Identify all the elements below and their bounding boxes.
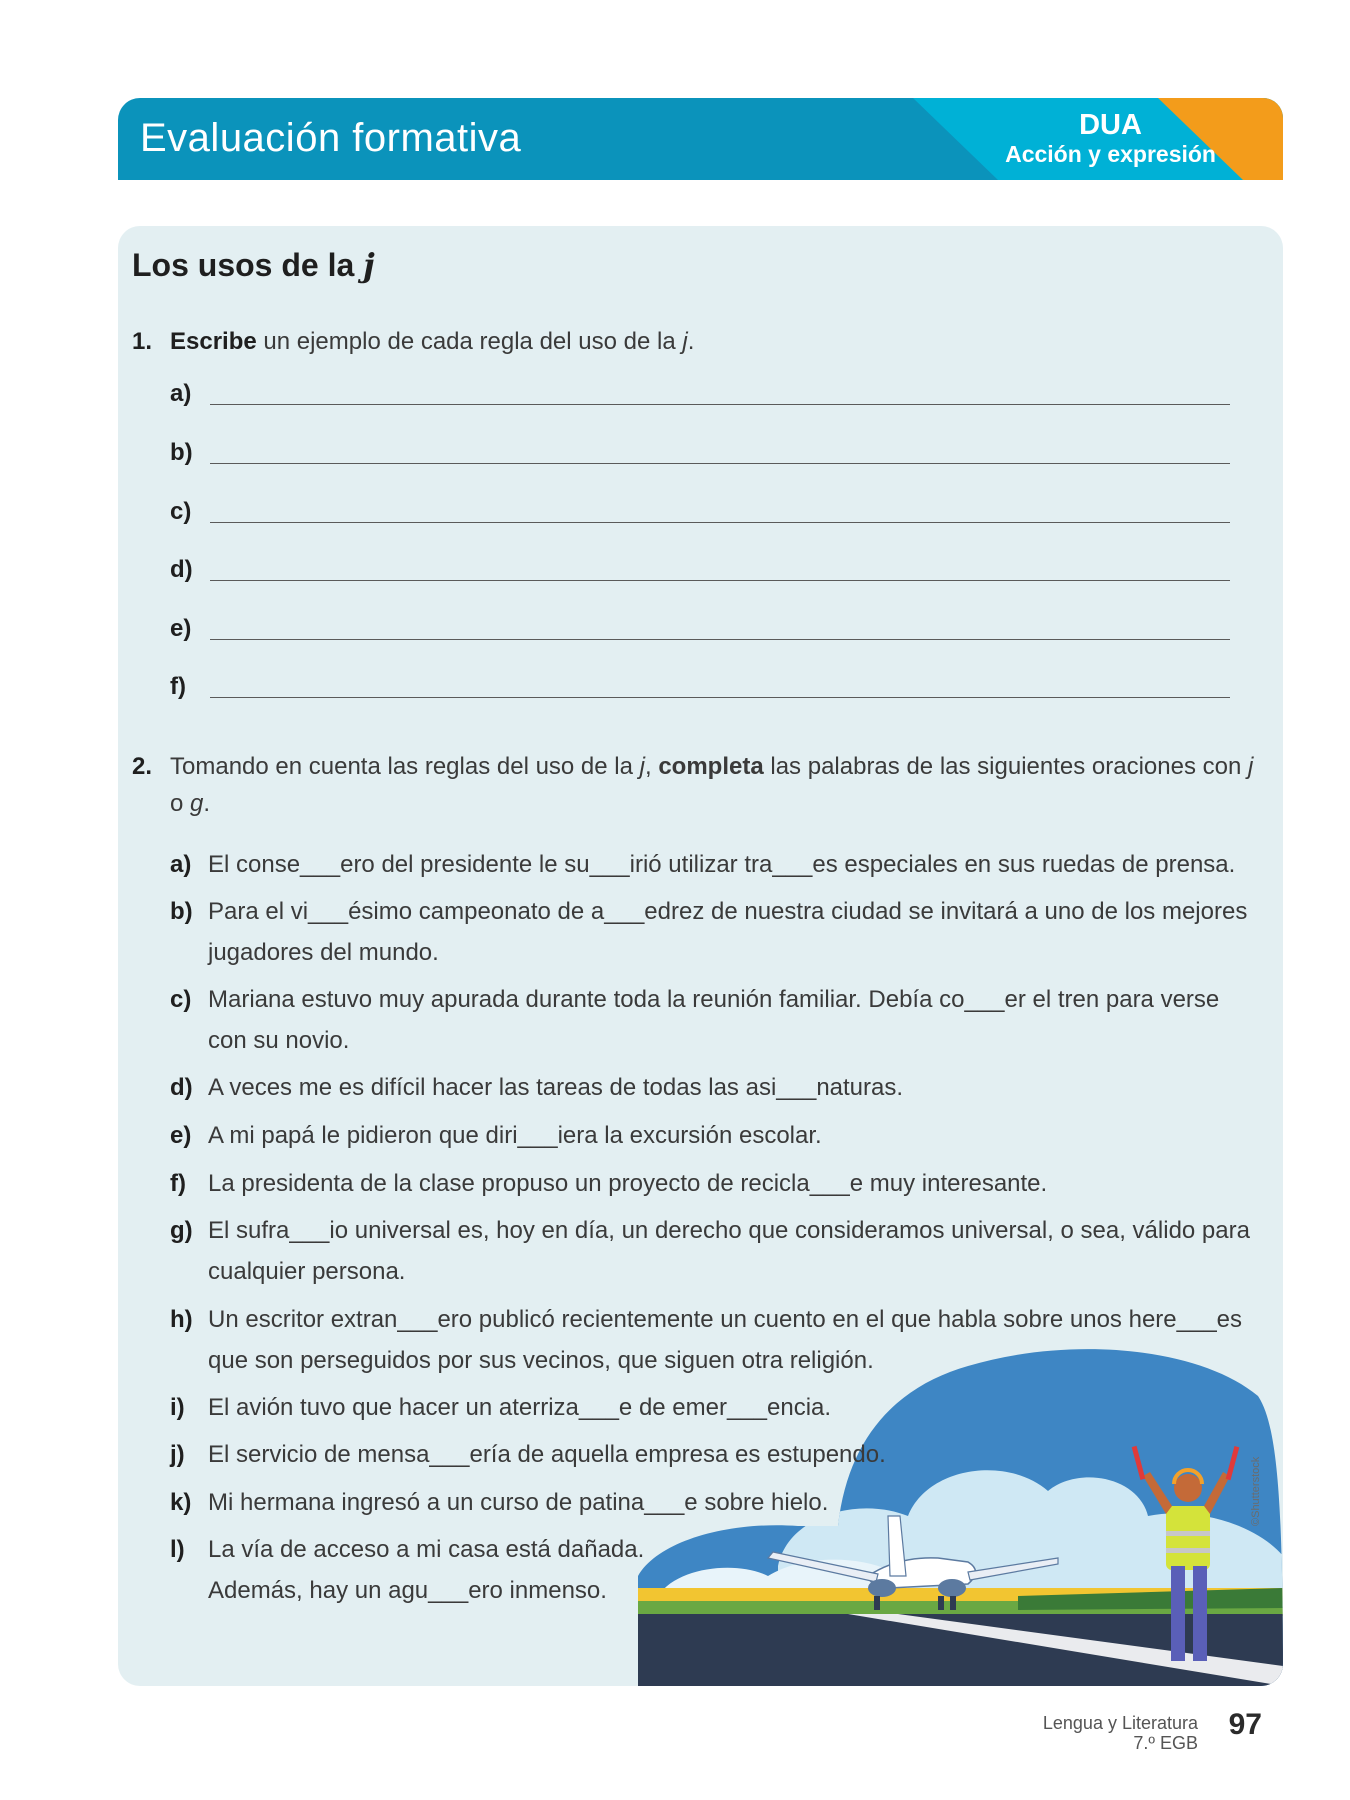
exercise-item-h: h) Un escritor extran___ero publicó recientemente un cuento en el que habla sobre unos here___es que son perseguidos por sus vecinos, que siguen otra religión. (170, 1306, 1243, 1374)
answer-label: b) (170, 439, 193, 466)
answer-label: d) (170, 556, 193, 583)
exercise-item-e: e) A mi papá le pidieron que diri___iera la excursión escolar. (170, 1122, 822, 1149)
dua-badge (1005, 110, 1216, 168)
answer-label: a) (170, 380, 192, 407)
exercise-item-a: a) El conse___ero del presidente le su___irió utilizar tra___es especiales en sus ruedas de prensa. (170, 851, 1236, 878)
question-2-instructions: Tomando en cuenta las reglas del uso de la j, completa las palabras de las siguientes oraciones con j o g. (170, 753, 1254, 817)
question-1: 1. Escribe un ejemplo de cada regla del uso de la j. (132, 322, 694, 362)
dua-subtitle: Acción y expresión (1005, 141, 1216, 167)
answer-label: e) (170, 615, 192, 642)
exercise-item-c: c) Mariana estuvo muy apurada durante toda la reunión familiar. Debía co___er el tren para verse con su novio. (170, 986, 1220, 1054)
header-banner (118, 98, 1283, 180)
exercise-item-l: l) La vía de acceso a mi casa está dañada. Además, hay un agu___ero inmenso. (170, 1536, 645, 1604)
answer-label: c) (170, 498, 192, 525)
page-title: Evaluación formativa (140, 116, 522, 160)
question-2 (132, 748, 1262, 822)
section-title: Los usos de la j (132, 246, 375, 284)
answer-line-c[interactable] (170, 494, 1230, 534)
exercise-item-d: d) A veces me es difícil hacer las tareas de todas las asi___naturas. (170, 1074, 904, 1101)
question-verb: Escribe (170, 328, 257, 355)
exercise-item-i: i) El avión tuvo que hacer un aterriza___e de emer___encia. (170, 1394, 832, 1421)
exercise-item-j: j) El servicio de mensa___ería de aquella empresa es estupendo. (170, 1441, 886, 1468)
answer-line-b[interactable] (170, 435, 1230, 475)
answer-label: f) (170, 673, 186, 700)
question-number: 1. (132, 328, 153, 355)
exercise-item-f: f) La presidenta de la clase propuso un proyecto de recicla___e muy interesante. (170, 1170, 1048, 1197)
exercise-item-b: b) Para el vi___ésimo campeonato de a___edrez de nuestra ciudad se invitará a uno de los mejores jugadores del mundo. (170, 898, 1248, 966)
footer-subject: Lengua y Literatura 7.º EGB (1042, 1713, 1198, 1753)
answer-line-e[interactable] (170, 611, 1230, 651)
exercise-item-k: k) Mi hermana ingresó a un curso de patina___e sobre hielo. (170, 1489, 829, 1516)
dua-title: DUA (1079, 109, 1142, 141)
answer-line-d[interactable] (170, 552, 1230, 592)
page-number: 97 (1228, 1708, 1262, 1741)
answer-line-a[interactable] (170, 376, 1230, 416)
activity-card (118, 226, 1283, 1686)
exercise-item-g: g) El sufra___io universal es, hoy en día, un derecho que consideramos universal, o sea, válido para cualquier persona. (170, 1217, 1250, 1285)
question-number: 2. (132, 753, 153, 780)
answer-line-f[interactable] (170, 669, 1230, 709)
image-credit: ©Shutterstock (1250, 1456, 1262, 1526)
